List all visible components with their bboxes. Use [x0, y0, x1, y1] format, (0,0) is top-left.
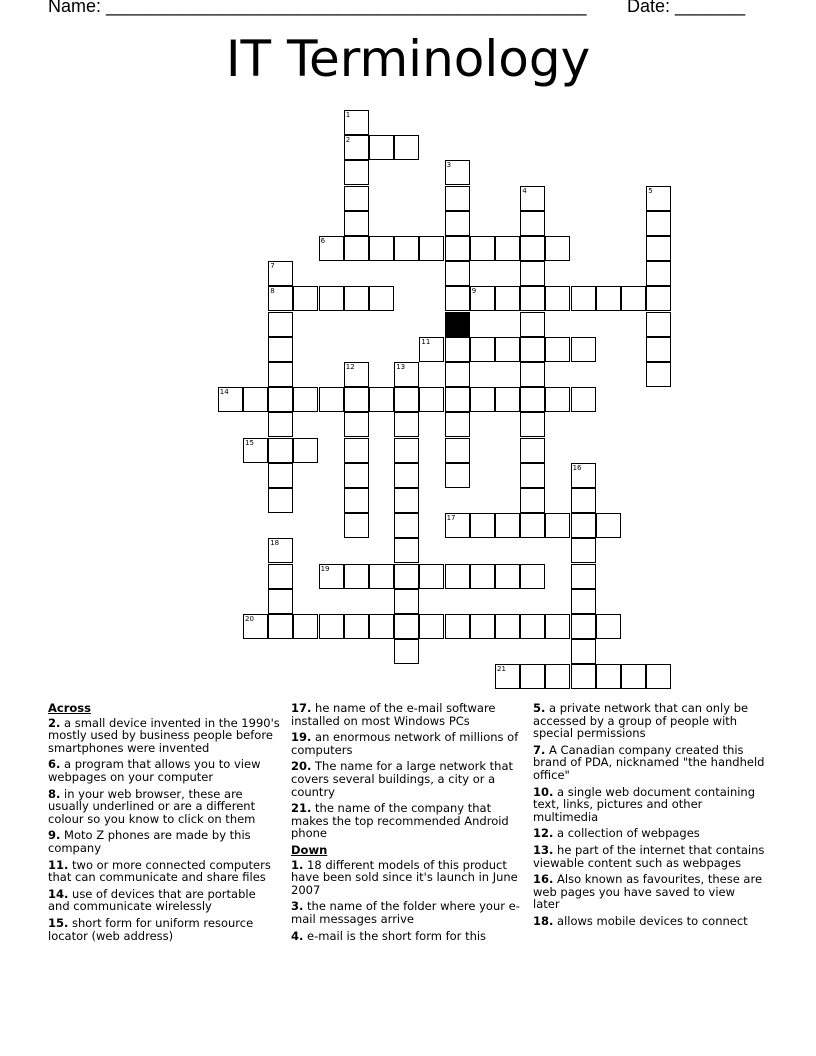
clue-num: 7. — [533, 742, 546, 757]
across-clue — [48, 859, 280, 884]
grid-cell[interactable] — [218, 387, 243, 412]
clue-num: 11. — [48, 857, 69, 872]
grid-cell[interactable] — [571, 488, 596, 513]
down-clue — [533, 844, 765, 869]
grid-cell[interactable] — [445, 412, 470, 437]
grid-cell[interactable] — [445, 438, 470, 463]
clue-num: 16. — [533, 872, 554, 887]
clue-num: 6. — [48, 757, 61, 772]
clue-text: he name of the e-mail software installed on most Windows PCs — [291, 701, 496, 728]
date-field[interactable]: Date: _______ — [627, 0, 746, 16]
clue-text: The name for a large network that covers several buildings, a city or a country — [291, 759, 514, 799]
grid-cell[interactable] — [419, 564, 444, 589]
grid-cell[interactable] — [419, 337, 444, 362]
grid-cell[interactable] — [319, 614, 344, 639]
clue-text: Moto Z phones are made by this company — [48, 828, 251, 855]
clue-number: 19 — [320, 564, 330, 573]
clue-text: short form for uniform resource locator (web address) — [48, 915, 254, 943]
down-clue — [291, 900, 523, 925]
grid-cell[interactable] — [646, 186, 671, 211]
clue-text: a private network that can only be accessed by a group of people with special permissions — [533, 701, 749, 741]
grid-cell[interactable] — [470, 614, 495, 639]
grid-cell[interactable] — [621, 286, 646, 311]
down-clue — [291, 930, 523, 943]
grid-cell[interactable] — [344, 412, 369, 437]
clue-num: 9. — [48, 828, 61, 843]
grid-cell[interactable] — [470, 387, 495, 412]
grid-cell[interactable] — [394, 236, 419, 261]
across-clue — [48, 717, 280, 755]
grid-cell[interactable] — [571, 564, 596, 589]
grid-cell[interactable] — [495, 286, 520, 311]
grid-cell[interactable] — [268, 312, 293, 337]
across-clue — [291, 702, 523, 727]
grid-cell[interactable] — [344, 488, 369, 513]
grid-cell[interactable] — [596, 664, 621, 689]
clue-number: 8 — [270, 287, 275, 296]
grid-cell[interactable] — [495, 236, 520, 261]
grid-cell[interactable] — [293, 286, 318, 311]
clue-number: 7 — [270, 262, 275, 271]
grid-cell[interactable] — [445, 286, 470, 311]
grid-cell[interactable] — [243, 614, 268, 639]
clue-num: 12. — [533, 826, 554, 841]
clues-column-2 — [291, 702, 523, 946]
grid-cell[interactable] — [520, 488, 545, 513]
grid-cell[interactable] — [268, 438, 293, 463]
grid-cell[interactable] — [520, 564, 545, 589]
grid-cell[interactable] — [646, 236, 671, 261]
across-clue — [291, 802, 523, 840]
grid-cell[interactable] — [520, 186, 545, 211]
grid-cell[interactable] — [571, 513, 596, 538]
grid-cell[interactable] — [268, 614, 293, 639]
grid-cell[interactable] — [571, 337, 596, 362]
clue-number: 5 — [648, 186, 653, 195]
clue-text: a single web document containing text, links, pictures and other multimedia — [533, 784, 756, 824]
across-clue — [48, 917, 280, 942]
grid-cell[interactable] — [394, 387, 419, 412]
grid-cell[interactable] — [394, 538, 419, 563]
grid-cell[interactable] — [445, 186, 470, 211]
across-heading: Across — [48, 701, 91, 715]
grid-cell[interactable] — [268, 589, 293, 614]
grid-cell[interactable] — [520, 286, 545, 311]
grid-cell[interactable] — [369, 614, 394, 639]
grid-cell[interactable] — [470, 337, 495, 362]
grid-cell[interactable] — [520, 412, 545, 437]
grid-cell[interactable] — [319, 236, 344, 261]
clue-num: 4. — [291, 928, 304, 943]
grid-cell[interactable] — [369, 135, 394, 160]
clue-number: 16 — [572, 463, 582, 472]
clue-number: 18 — [270, 539, 280, 548]
grid-cell[interactable] — [344, 286, 369, 311]
grid-cell[interactable] — [419, 614, 444, 639]
grid-cell[interactable] — [394, 362, 419, 387]
grid-cell[interactable] — [394, 135, 419, 160]
clue-text: in your web browser, these are usually underlined or are a different colour so you know to click on them — [48, 786, 256, 826]
grid-cell[interactable] — [394, 463, 419, 488]
grid-cell[interactable] — [520, 211, 545, 236]
name-field[interactable]: Name: ________________________________________________ — [48, 0, 587, 16]
grid-cell[interactable] — [520, 337, 545, 362]
grid-cell[interactable] — [596, 513, 621, 538]
grid-cell[interactable] — [419, 236, 444, 261]
grid-cell[interactable] — [646, 211, 671, 236]
grid-cell[interactable] — [571, 286, 596, 311]
grid-cell[interactable] — [344, 135, 369, 160]
clue-num: 5. — [533, 701, 546, 715]
grid-cell[interactable] — [445, 337, 470, 362]
clue-number: 9 — [471, 287, 477, 296]
grid-cell[interactable] — [445, 614, 470, 639]
grid-cell[interactable] — [495, 513, 520, 538]
grid-black-cell — [445, 312, 470, 337]
grid-cell[interactable] — [571, 463, 596, 488]
grid-cell[interactable] — [571, 639, 596, 664]
clue-number: 15 — [245, 438, 254, 447]
grid-cell[interactable] — [571, 664, 596, 689]
grid-cell[interactable] — [268, 286, 293, 311]
clue-text: Also known as favourites, these are web pages you have saved to view later — [533, 872, 763, 912]
grid-cell[interactable] — [445, 261, 470, 286]
clue-num: 20. — [291, 759, 312, 774]
grid-cell[interactable] — [545, 337, 570, 362]
grid-cell[interactable] — [545, 614, 570, 639]
across-clue — [291, 760, 523, 798]
grid-cell[interactable] — [344, 362, 369, 387]
grid-cell[interactable] — [419, 387, 444, 412]
grid-cell[interactable] — [646, 312, 671, 337]
clue-num: 14. — [48, 886, 69, 901]
grid-cell[interactable] — [520, 463, 545, 488]
clue-num: 8. — [48, 786, 61, 801]
grid-cell[interactable] — [596, 614, 621, 639]
clue-num: 17. — [291, 701, 312, 715]
grid-cell[interactable] — [520, 236, 545, 261]
grid-cell[interactable] — [520, 513, 545, 538]
clue-num: 1. — [291, 857, 304, 872]
grid-cell[interactable] — [445, 387, 470, 412]
clue-number: 11 — [421, 337, 431, 346]
clue-num: 10. — [533, 784, 554, 799]
clue-num: 13. — [533, 842, 554, 857]
grid-cell[interactable] — [646, 664, 671, 689]
clue-text: a program that allows you to view webpages on your computer — [48, 757, 261, 784]
grid-cell[interactable] — [369, 286, 394, 311]
down-clue — [533, 786, 765, 824]
grid-cell[interactable] — [445, 236, 470, 261]
clue-number: 4 — [522, 186, 527, 195]
grid-cell[interactable] — [268, 387, 293, 412]
clue-number: 14 — [219, 388, 229, 397]
clue-num: 21. — [291, 801, 312, 816]
clue-text: a small device invented in the 1990's mostly used by business people before smartphones were invented — [48, 715, 280, 755]
grid-cell[interactable] — [344, 186, 369, 211]
clue-text: he part of the internet that contains viewable content such as webpages — [533, 842, 765, 870]
grid-cell[interactable] — [394, 513, 419, 538]
grid-cell[interactable] — [344, 236, 369, 261]
down-clue — [533, 873, 765, 911]
grid-cell[interactable] — [545, 286, 570, 311]
across-clue — [48, 888, 280, 913]
grid-cell[interactable] — [268, 564, 293, 589]
clue-text: A Canadian company created this brand of PDA, nicknamed "the handheld office" — [533, 742, 765, 782]
grid-cell[interactable] — [621, 664, 646, 689]
grid-cell[interactable] — [520, 387, 545, 412]
clue-num: 19. — [291, 730, 312, 745]
grid-cell[interactable] — [394, 412, 419, 437]
grid-cell[interactable] — [344, 211, 369, 236]
grid-cell[interactable] — [268, 412, 293, 437]
grid-cell[interactable] — [243, 438, 268, 463]
down-heading: Down — [291, 842, 328, 857]
clue-text: the name of the folder where your e-mail messages arrive — [291, 899, 520, 926]
grid-cell[interactable] — [545, 387, 570, 412]
down-clue — [533, 702, 765, 740]
grid-cell[interactable] — [646, 261, 671, 286]
grid-cell[interactable] — [445, 211, 470, 236]
grid-cell[interactable] — [268, 362, 293, 387]
down-clue — [291, 859, 523, 897]
grid-cell[interactable] — [470, 564, 495, 589]
grid-cell[interactable] — [545, 513, 570, 538]
grid-cell[interactable] — [293, 387, 318, 412]
grid-cell[interactable] — [571, 614, 596, 639]
grid-cell[interactable] — [545, 236, 570, 261]
clue-num: 2. — [48, 715, 61, 730]
grid-cell[interactable] — [319, 286, 344, 311]
grid-cell[interactable] — [394, 488, 419, 513]
grid-cell[interactable] — [268, 538, 293, 563]
clue-number: 12 — [345, 363, 355, 371]
grid-cell[interactable] — [646, 286, 671, 311]
clue-number: 1 — [345, 111, 351, 119]
across-clue — [48, 829, 280, 854]
grid-cell[interactable] — [344, 387, 369, 412]
clues-column-1 — [48, 702, 280, 946]
grid-cell[interactable] — [470, 236, 495, 261]
clue-num: 15. — [48, 915, 69, 930]
clue-number: 6 — [320, 237, 326, 245]
across-clue — [48, 758, 280, 783]
grid-cell[interactable] — [545, 664, 570, 689]
grid-cell[interactable] — [495, 664, 520, 689]
grid-cell[interactable] — [571, 538, 596, 563]
grid-cell[interactable] — [445, 362, 470, 387]
clue-number: 17 — [446, 514, 456, 523]
grid-cell[interactable] — [495, 337, 520, 362]
clues-column-3 — [533, 702, 765, 932]
grid-cell[interactable] — [495, 387, 520, 412]
grid-cell[interactable] — [470, 513, 495, 538]
grid-cell[interactable] — [596, 286, 621, 311]
grid-cell[interactable] — [495, 614, 520, 639]
grid-cell[interactable] — [495, 564, 520, 589]
grid-cell[interactable] — [344, 564, 369, 589]
grid-cell[interactable] — [243, 387, 268, 412]
clue-number: 21 — [497, 665, 506, 674]
grid-cell[interactable] — [520, 614, 545, 639]
clue-text: allows mobile devices to connect — [553, 913, 748, 928]
grid-cell[interactable] — [394, 614, 419, 639]
grid-cell[interactable] — [293, 438, 318, 463]
grid-cell[interactable] — [520, 312, 545, 337]
page-title: IT Terminology — [225, 30, 591, 88]
grid-cell[interactable] — [344, 110, 369, 135]
down-clue — [533, 915, 765, 928]
grid-cell[interactable] — [344, 513, 369, 538]
grid-cell[interactable] — [646, 362, 671, 387]
grid-cell[interactable] — [394, 564, 419, 589]
clue-text: e-mail is the short form for this — [303, 928, 487, 943]
grid-cell[interactable] — [520, 261, 545, 286]
grid-cell[interactable] — [445, 463, 470, 488]
grid-cell[interactable] — [369, 564, 394, 589]
across-clue — [48, 788, 280, 826]
grid-cell[interactable] — [268, 261, 293, 286]
clue-text: an enormous network of millions of computers — [291, 730, 519, 757]
clue-text: a collection of webpages — [553, 826, 700, 841]
down-clue — [533, 827, 765, 840]
grid-cell[interactable] — [344, 614, 369, 639]
grid-cell[interactable] — [520, 362, 545, 387]
clue-text: the name of the company that makes the top recommended Android phone — [291, 801, 509, 841]
across-clue — [291, 731, 523, 756]
clue-number: 10 — [446, 312, 456, 321]
grid-cell[interactable] — [394, 438, 419, 463]
grid-cell[interactable] — [268, 463, 293, 488]
grid-cell[interactable] — [268, 488, 293, 513]
clue-text: 18 different models of this product have been sold since it's launch in June 2007 — [291, 857, 518, 897]
grid-cell[interactable] — [369, 387, 394, 412]
clue-number: 2 — [345, 136, 351, 145]
grid-cell[interactable] — [394, 589, 419, 614]
clue-text: two or more connected computers that can communicate and share files — [48, 857, 271, 885]
clue-number: 20 — [245, 615, 254, 623]
grid-cell[interactable] — [319, 387, 344, 412]
grid-cell[interactable] — [445, 160, 470, 185]
grid-cell[interactable] — [445, 564, 470, 589]
grid-cell[interactable] — [520, 438, 545, 463]
grid-cell[interactable] — [470, 286, 495, 311]
grid-cell[interactable] — [344, 160, 369, 185]
grid-cell[interactable] — [520, 664, 545, 689]
grid-cell[interactable] — [268, 337, 293, 362]
down-clue — [533, 744, 765, 782]
grid-cell[interactable] — [319, 564, 344, 589]
clue-number: 3 — [446, 161, 452, 170]
grid-cell[interactable] — [369, 236, 394, 261]
grid-cell[interactable] — [293, 614, 318, 639]
grid-cell[interactable] — [344, 438, 369, 463]
grid-cell[interactable] — [394, 639, 419, 664]
grid-cell[interactable] — [646, 337, 671, 362]
clue-num: 18. — [533, 913, 554, 928]
clue-text: use of devices that are portable and communicate wirelessly — [48, 886, 256, 914]
clue-num: 3. — [291, 899, 304, 914]
grid-cell[interactable] — [445, 513, 470, 538]
grid-cell[interactable] — [571, 589, 596, 614]
clue-number: 13 — [396, 363, 406, 371]
grid-cell[interactable] — [571, 387, 596, 412]
grid-cell[interactable] — [344, 463, 369, 488]
